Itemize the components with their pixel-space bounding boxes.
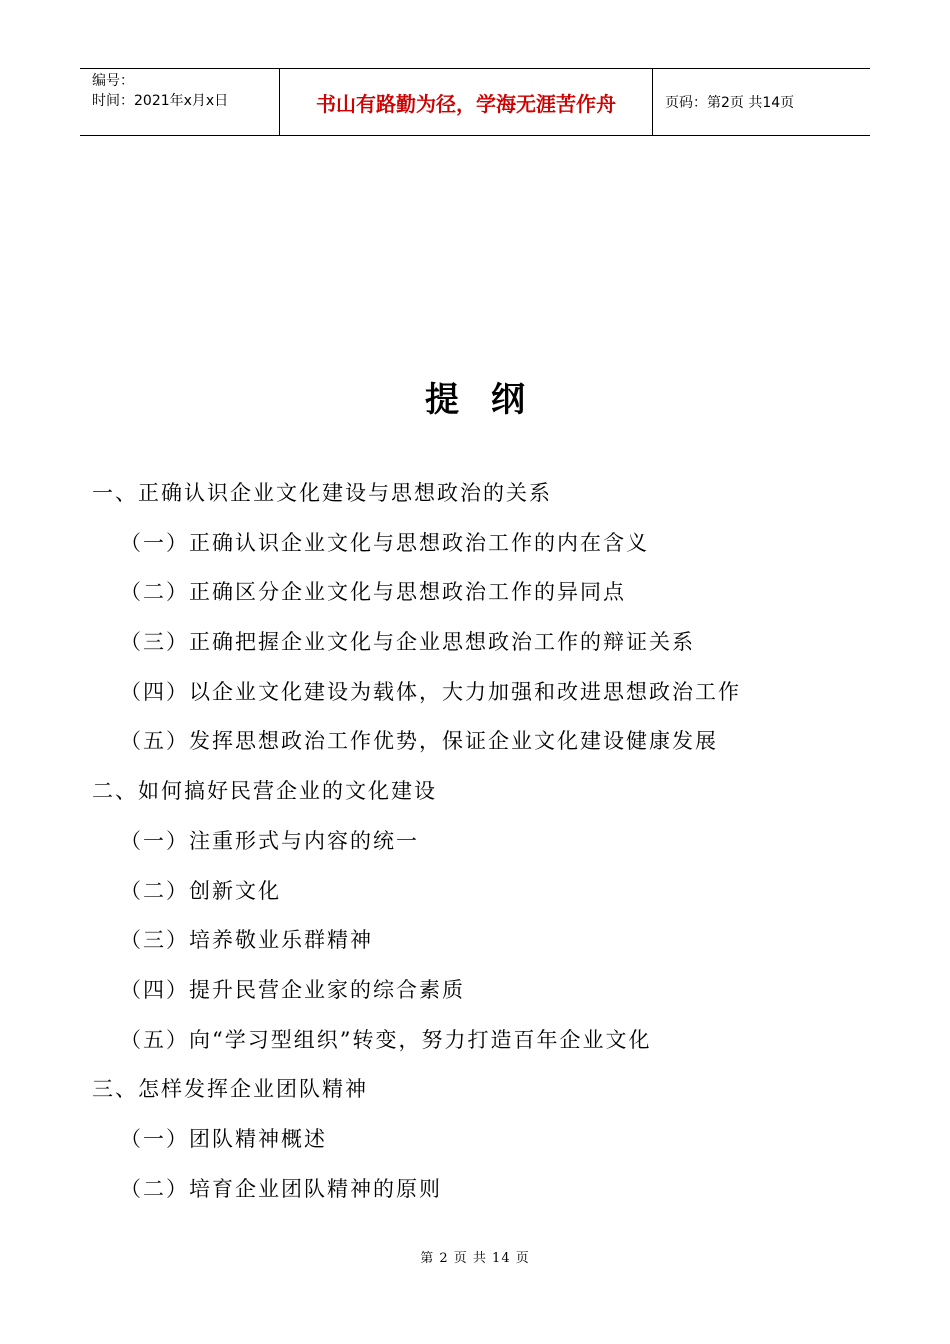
- outline-subitem: （二）培育企业团队精神的原则: [120, 1176, 442, 1201]
- outline-subitem: （一）正确认识企业文化与思想政治工作的内在含义: [120, 530, 649, 555]
- outline-subitem: （二）正确区分企业文化与思想政治工作的异同点: [120, 580, 626, 605]
- outline-subitem: （三）正确把握企业文化与企业思想政治工作的辩证关系: [120, 630, 695, 655]
- outline-section-3: 三、怎样发挥企业团队精神: [92, 1077, 368, 1102]
- number-label: 编号：: [92, 73, 134, 89]
- page-title: 提纲: [425, 380, 557, 420]
- outline-subitem: （一）团队精神概述: [120, 1126, 327, 1151]
- outline-subitem: （四）以企业文化建设为载体，大力加强和改进思想政治工作: [120, 679, 741, 704]
- outline-subitem: （三）培养敬业乐群精神: [120, 928, 373, 953]
- header-page-info: 页码：第2页 共14页: [665, 95, 795, 111]
- page-footer: 第 2 页 共 14 页: [420, 1251, 530, 1266]
- outline-subitem: （五）向“学习型组织”转变，努力打造百年企业文化: [120, 1027, 652, 1052]
- outline-section-1: 一、正确认识企业文化建设与思想政治的关系: [92, 481, 552, 505]
- time-label: 时间：2021年x月x日: [92, 93, 229, 109]
- outline-subitem: （一）注重形式与内容的统一: [120, 828, 419, 853]
- header-motto: 书山有路勤为径，学海无涯苦作舟: [280, 69, 653, 135]
- outline-subitem: （五）发挥思想政治工作优势，保证企业文化建设健康发展: [120, 729, 718, 754]
- header-meta: [80, 69, 280, 135]
- document-header: [80, 68, 870, 136]
- outline-subitem: （四）提升民营企业家的综合素质: [120, 977, 465, 1002]
- outline-subitem: （二）创新文化: [120, 878, 281, 903]
- outline-list: [92, 478, 892, 1223]
- outline-section-2: 二、如何搞好民营企业的文化建设: [92, 779, 437, 804]
